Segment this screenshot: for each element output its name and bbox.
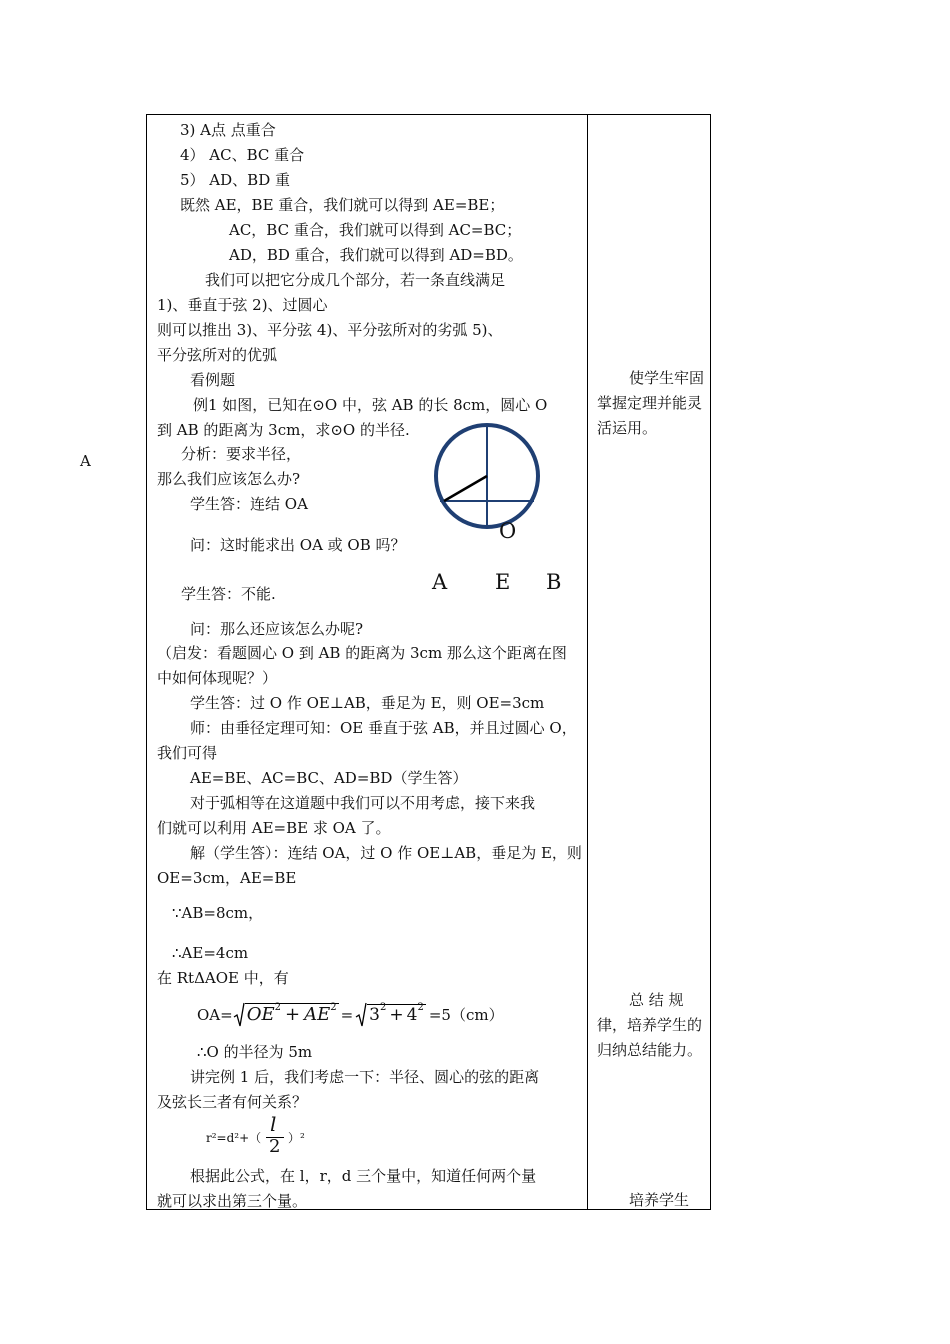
text-line: 问：这时能求出 OA 或 OB 吗？: [190, 536, 406, 554]
text-line: ∵AB=8cm，: [172, 904, 264, 922]
margin-label: A: [80, 452, 91, 470]
text-line: AE=BE、AC=BC、AD=BD（学生答）: [190, 769, 468, 787]
exp: 2: [380, 1002, 387, 1013]
text-line: 既然 AE，BE 重合，我们就可以得到 AE=BE；: [180, 196, 505, 214]
text-line: 讲完例 1 后，我们考虑一下：半径、圆心的弦的距离: [190, 1068, 540, 1086]
exp: 2: [274, 1002, 281, 1013]
formula-result: =5（cm）: [428, 1006, 504, 1024]
label-b: B: [546, 570, 562, 594]
num-4: 4: [406, 1005, 418, 1025]
sqrt-sign-icon: [233, 1002, 245, 1028]
text-line: 根据此公式，在 l，r，d 三个量中，知道任何两个量: [190, 1167, 537, 1185]
text-line: 师：由垂径定理可知：OE 垂直于弦 AB，并且过圆心 O，: [190, 719, 577, 737]
text-line: 学生答：过 O 作 OE⊥AB，垂足为 E，则 OE=3cm: [190, 694, 545, 712]
text-line: 们就可以利用 AE=BE 求 OA 了。: [157, 819, 391, 837]
text-line: 在 RtΔAOE 中，有: [157, 969, 289, 987]
text-line: ∴O 的半径为 5m: [197, 1043, 313, 1061]
side-note: 使学生牢固掌握定理并能灵活运用。: [597, 369, 705, 437]
column-divider: [587, 114, 588, 1210]
radius-oa: [444, 476, 487, 501]
text-line: OE=3cm，AE=BE: [157, 869, 297, 887]
formula-oa: [197, 1002, 504, 1030]
text-line: 3) A点 点重合: [180, 121, 276, 139]
text-line: 中如何体现呢？）: [157, 669, 278, 687]
term-ae: AE: [304, 1004, 331, 1025]
label-a: A: [432, 570, 448, 594]
text-line: 4） AC、BC 重合: [180, 146, 305, 164]
text-line: AD，BD 重合，我们就可以得到 AD=BD。: [229, 246, 523, 264]
exp: 2: [330, 1002, 337, 1013]
text-line: 学生答：不能.: [181, 585, 276, 603]
side-note: 培养学生: [629, 1191, 690, 1209]
exp: 2: [417, 1002, 424, 1013]
text-line: 问：那么还应该怎么办呢?: [190, 620, 364, 638]
fraction-denominator: 2: [269, 1136, 281, 1157]
formula-lhs: OA=: [197, 1006, 233, 1024]
sqrt-sign-icon: [355, 1002, 367, 1028]
text-line: 及弦长三者有何关系？: [157, 1093, 308, 1111]
text-line: （启发：看题圆心 O 到 AB 的距离为 3cm 那么这个距离在图: [157, 644, 567, 662]
radicand-2: [367, 1004, 426, 1025]
text-line: 我们可以把它分成几个部分，若一条直线满足: [205, 271, 506, 289]
text-line: 到 AB 的距离为 3cm，求⊙O 的半径.: [157, 421, 410, 439]
plus: +: [284, 1004, 301, 1025]
text-line: 那么我们应该怎么办?: [157, 470, 301, 488]
formula-r-tail: ）²: [288, 1131, 305, 1145]
fraction-numerator: l: [270, 1112, 277, 1136]
equals: =: [340, 1006, 354, 1024]
text-line: 5） AD、BD 重: [180, 171, 290, 189]
num-3: 3: [369, 1005, 380, 1025]
text-line: 1)、垂直于弦 2)、过圆心: [157, 296, 328, 314]
side-note: 总 结 规律，培养学生的归纳总结能力。: [597, 991, 703, 1059]
text-line: 看例题: [190, 371, 236, 389]
text-line: 对于弧相等在这道题中我们可以不用考虑，接下来我: [190, 794, 536, 812]
text-line: ∴AE=4cm: [172, 944, 249, 962]
text-line: 则可以推出 3)、平分弦 4)、平分弦所对的劣弧 5)、: [157, 321, 503, 339]
radicand-1: [245, 1003, 339, 1025]
text-line: 分析：要求半径，: [181, 445, 302, 463]
label-e: E: [495, 570, 511, 594]
text-line: 平分弦所对的优弧: [157, 346, 278, 364]
text-line: 学生答：连结 OA: [190, 495, 308, 513]
term-oe: OE: [246, 1004, 275, 1025]
text-line: 就可以求出第三个量。: [157, 1192, 308, 1210]
label-o: O: [499, 519, 517, 543]
circle-figure: [430, 420, 546, 532]
text-line: AC，BC 重合，我们就可以得到 AC=BC；: [229, 221, 522, 239]
text-line: 例1 如图，已知在⊙O 中，弦 AB 的长 8cm，圆心 O: [193, 396, 548, 414]
formula-r-text: r²=d²+（: [206, 1131, 262, 1145]
plus: +: [389, 1005, 404, 1025]
text-line: 我们可得: [157, 744, 218, 762]
text-line: 解（学生答）：连结 OA，过 O 作 OE⊥AB，垂足为 E，则: [190, 844, 582, 862]
